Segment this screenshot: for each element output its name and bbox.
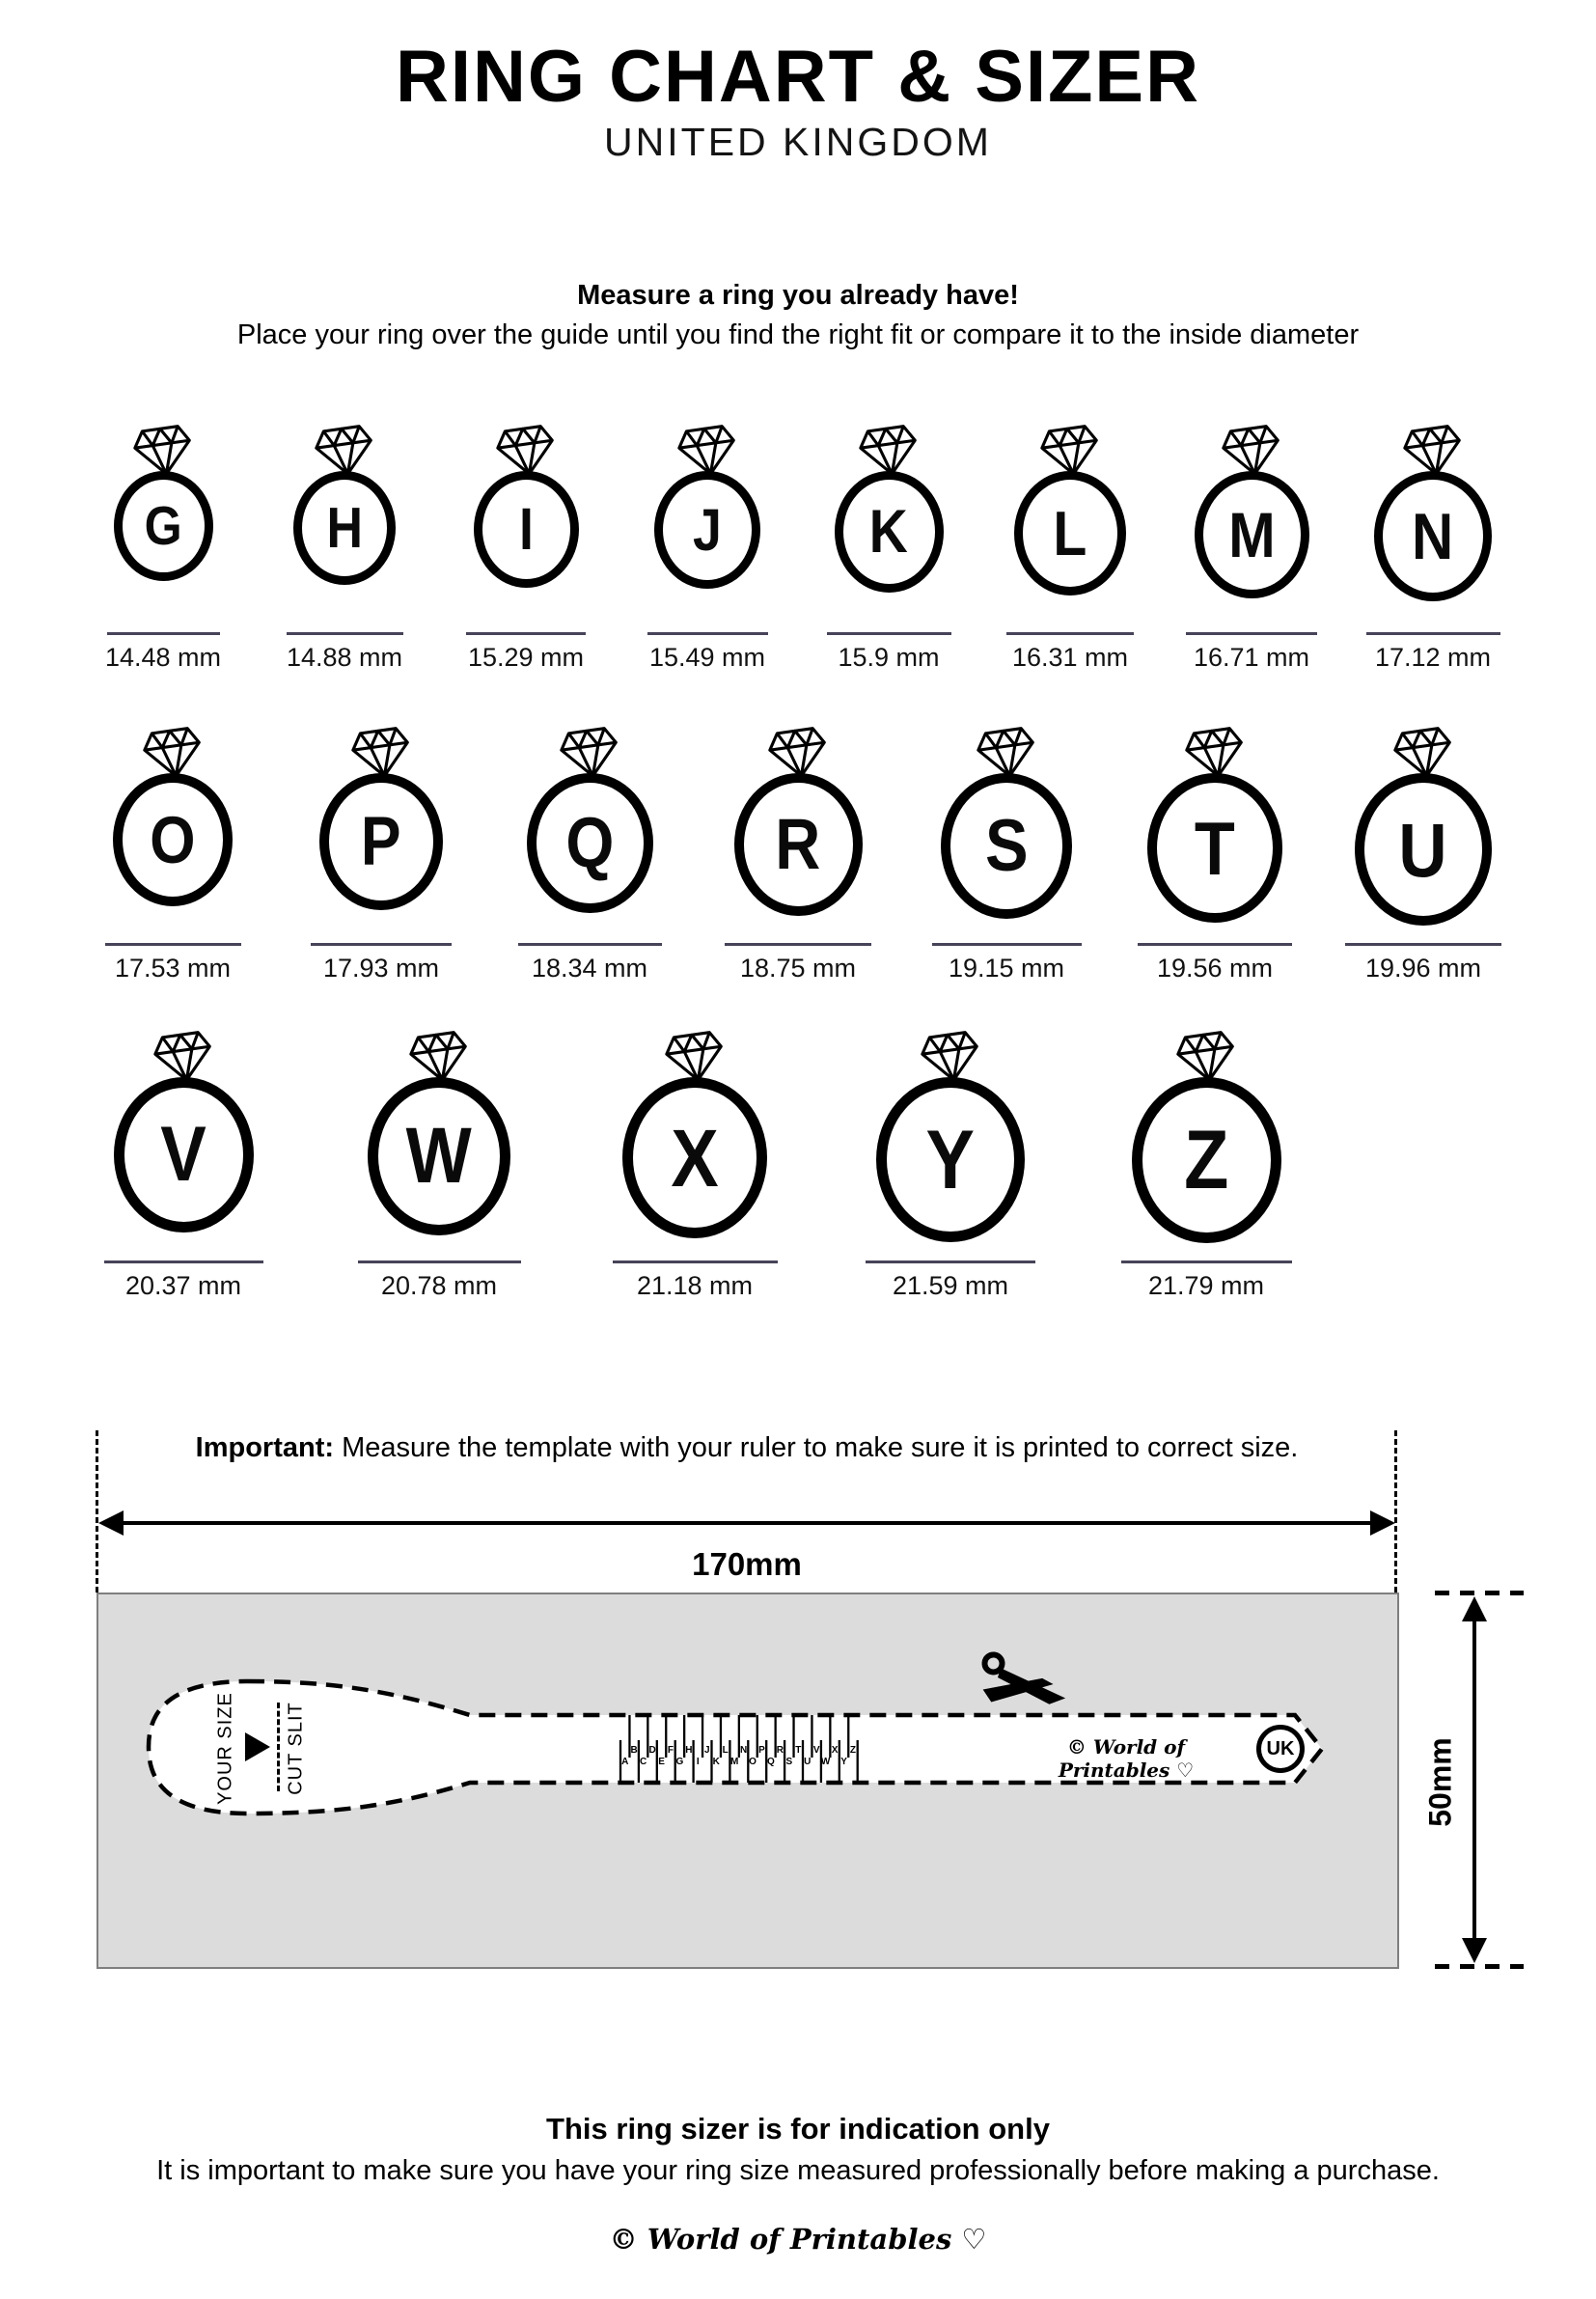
svg-text:T: T — [795, 1745, 802, 1757]
height-arrow-bottom-head — [1462, 1938, 1487, 1963]
svg-text:R: R — [776, 1745, 784, 1757]
diamond-icon — [1181, 722, 1248, 784]
ring-band — [622, 1077, 767, 1238]
important-note — [96, 1432, 1397, 1464]
ring-diameter-value: 15.49 mm — [648, 643, 766, 673]
ring-size-underline — [311, 943, 452, 946]
svg-text:U: U — [804, 1757, 812, 1768]
svg-text:Q: Q — [767, 1757, 775, 1768]
ring-size-item — [835, 1030, 1066, 1301]
diamond-icon — [556, 722, 622, 784]
ring-diameter-value: 14.48 mm — [104, 643, 222, 673]
ring-diameter-value: 16.31 mm — [1011, 643, 1129, 673]
ring-size-chart — [0, 424, 1596, 1301]
ring-band — [734, 773, 863, 916]
svg-text:Z: Z — [849, 1745, 857, 1757]
diamond-icon — [347, 722, 414, 784]
ring-size-item — [81, 424, 245, 673]
ring-size-item — [910, 726, 1103, 983]
svg-text:C: C — [640, 1757, 647, 1768]
ring-size-underline — [104, 1260, 263, 1263]
diamond-icon — [1399, 420, 1466, 482]
svg-text:B: B — [630, 1745, 638, 1757]
ring-diameter-value: 20.37 mm — [124, 1271, 242, 1301]
ring-size-item — [323, 1030, 555, 1301]
ring-band — [293, 471, 396, 585]
ring-size-row — [0, 1030, 1596, 1301]
ring-diameter-value: 17.93 mm — [322, 954, 440, 983]
size-scale-ruler — [618, 1715, 861, 1783]
ring-diameter-value: 17.12 mm — [1374, 643, 1492, 673]
ring-band — [114, 471, 213, 581]
ring-band — [368, 1077, 510, 1235]
intro-heading: Measure a ring you already have! — [577, 280, 1019, 311]
ring-diameter-value: 19.15 mm — [948, 954, 1065, 983]
ring-size-item — [68, 1030, 299, 1301]
ring-size-underline — [466, 632, 586, 635]
diamond-icon — [917, 1026, 983, 1088]
ring-size-row — [0, 726, 1596, 983]
diamond-icon — [674, 420, 740, 482]
ring-band — [876, 1077, 1025, 1242]
ring-size-letter: J — [693, 496, 722, 563]
ring-size-letter: Z — [1183, 1114, 1229, 1207]
ring-size-letter: N — [1412, 499, 1454, 573]
footer — [0, 2110, 1596, 2258]
diamond-icon — [150, 1026, 216, 1088]
diamond-icon — [1390, 722, 1456, 784]
svg-text:Y: Y — [840, 1757, 847, 1768]
ring-diameter-value: 15.9 mm — [838, 643, 940, 673]
diamond-icon — [129, 420, 196, 482]
page-subtitle: UNITED KINGDOM — [604, 120, 992, 164]
ring-band — [527, 773, 653, 913]
svg-text:M: M — [729, 1757, 739, 1768]
diamond-icon — [1036, 420, 1103, 482]
ring-size-letter: I — [518, 496, 534, 563]
ring-size-item — [1090, 1030, 1322, 1301]
ring-size-letter: R — [775, 804, 821, 885]
svg-text:A: A — [621, 1757, 629, 1768]
ring-size-underline — [1121, 1260, 1292, 1263]
important-text: Measure the template with your ruler to make sure it is printed to correct size. — [334, 1432, 1299, 1464]
ring-size-item — [76, 726, 269, 983]
ring-band — [654, 471, 760, 589]
ring-size-item — [579, 1030, 811, 1301]
svg-text:W: W — [820, 1757, 831, 1768]
ring-size-item — [1118, 726, 1311, 983]
sizer-template-panel — [96, 1593, 1399, 1969]
ring-size-item — [807, 424, 971, 673]
width-arrow — [108, 1521, 1386, 1525]
ring-size-item — [1327, 726, 1520, 983]
diamond-icon — [311, 420, 377, 482]
ring-size-item — [1351, 424, 1515, 673]
uk-region-badge: UK — [1256, 1725, 1305, 1773]
ring-size-underline — [866, 1260, 1035, 1263]
diamond-icon — [661, 1026, 728, 1088]
ring-band — [941, 773, 1072, 919]
your-size-label: YOUR SIZE — [214, 1692, 236, 1806]
ring-size-letter: V — [160, 1111, 206, 1199]
ring-size-underline — [287, 632, 403, 635]
ring-band — [114, 1077, 254, 1233]
svg-text:H: H — [685, 1745, 693, 1757]
ring-diameter-value: 18.34 mm — [531, 954, 648, 983]
ring-size-underline — [1366, 632, 1500, 635]
diamond-icon — [973, 722, 1039, 784]
ring-size-underline — [1345, 943, 1501, 946]
ring-size-underline — [647, 632, 768, 635]
svg-text:G: G — [675, 1757, 684, 1768]
svg-text:K: K — [712, 1757, 720, 1768]
ring-size-item — [285, 726, 478, 983]
ring-diameter-value: 19.56 mm — [1156, 954, 1274, 983]
world-of-printables-logo: © World of Printables ♡ — [609, 2223, 987, 2257]
ring-diameter-value: 20.78 mm — [380, 1271, 498, 1301]
diamond-icon — [855, 420, 922, 482]
svg-text:L: L — [722, 1745, 729, 1757]
ring-size-letter: X — [671, 1112, 719, 1204]
ring-size-letter: H — [326, 495, 363, 560]
ring-size-underline — [932, 943, 1082, 946]
ring-size-underline — [1006, 632, 1134, 635]
ring-band — [113, 773, 233, 906]
intro-line: Place your ring over the guide until you find the right fit or compare it to the inside diameter — [236, 319, 1360, 351]
page-title: RING CHART & SIZER — [396, 36, 1200, 118]
cut-slit-dashed-line — [277, 1703, 280, 1791]
ring-diameter-value: 17.53 mm — [114, 954, 232, 983]
ring-size-row — [0, 424, 1596, 673]
size-pointer-triangle-icon — [245, 1732, 270, 1761]
svg-text:I: I — [696, 1757, 700, 1768]
ring-size-item — [262, 424, 427, 673]
ring-size-underline — [1186, 632, 1317, 635]
svg-text:F: F — [667, 1745, 674, 1757]
width-measurement-label: 170mm — [692, 1546, 802, 1583]
ring-diameter-value: 16.71 mm — [1193, 643, 1310, 673]
diamond-icon — [492, 420, 559, 482]
ring-band — [1014, 471, 1126, 596]
ring-diameter-value: 19.96 mm — [1364, 954, 1482, 983]
ring-band — [1195, 471, 1309, 598]
ring-size-item — [493, 726, 686, 983]
ring-size-item — [1169, 424, 1334, 673]
ring-size-letter: Y — [925, 1113, 976, 1206]
width-arrow-right-head — [1370, 1510, 1395, 1536]
height-arrow-top-head — [1462, 1596, 1487, 1621]
ring-band — [1147, 773, 1282, 923]
height-arrow — [1472, 1606, 1476, 1953]
ring-band — [1132, 1077, 1281, 1243]
svg-text:D: D — [648, 1745, 656, 1757]
ring-size-letter: S — [984, 804, 1029, 887]
ring-size-underline — [358, 1260, 521, 1263]
important-label: Important: — [195, 1432, 335, 1464]
ring-size-item — [702, 726, 894, 983]
ring-size-letter: U — [1398, 806, 1448, 893]
svg-text:X: X — [831, 1745, 839, 1757]
ring-band — [835, 471, 944, 593]
scissors-icon — [978, 1648, 1079, 1718]
diamond-icon — [764, 722, 831, 784]
ring-diameter-value: 18.75 mm — [739, 954, 857, 983]
ring-size-underline — [107, 632, 220, 635]
height-guide-bottom-dashes — [1435, 1964, 1524, 1969]
svg-text:P: P — [758, 1745, 765, 1757]
ring-diameter-value: 15.29 mm — [467, 643, 585, 673]
svg-text:E: E — [658, 1757, 665, 1768]
diamond-icon — [139, 722, 206, 784]
ring-size-underline — [105, 943, 241, 946]
ring-size-letter: Q — [565, 804, 614, 883]
diamond-icon — [1172, 1026, 1239, 1088]
ring-band — [319, 773, 443, 910]
ring-size-underline — [613, 1260, 778, 1263]
height-guide-top-dashes — [1435, 1591, 1524, 1595]
intro-block — [0, 277, 1596, 354]
ring-size-letter: K — [868, 497, 909, 566]
ring-size-letter: P — [361, 803, 401, 880]
ring-size-underline — [827, 632, 951, 635]
height-measurement-label: 50mm — [1422, 1737, 1458, 1828]
svg-text:V: V — [812, 1745, 820, 1757]
diamond-icon — [405, 1026, 472, 1088]
ring-size-item — [444, 424, 608, 673]
ring-band — [1374, 471, 1492, 601]
ring-size-letter: L — [1053, 498, 1087, 569]
footer-heading: This ring sizer is for indication only — [546, 2112, 1050, 2147]
footer-line: It is important to make sure you have your ring size measured professionally before making a purchase. — [156, 2154, 1440, 2186]
ring-diameter-value: 14.88 mm — [286, 643, 403, 673]
ring-size-letter: G — [144, 494, 182, 557]
ring-diameter-value: 21.59 mm — [892, 1271, 1009, 1301]
svg-text:S: S — [785, 1757, 793, 1768]
cut-slit-label: CUT SLIT — [285, 1702, 307, 1796]
ring-size-underline — [518, 943, 662, 946]
ring-size-underline — [725, 943, 871, 946]
brand-signature: © World of Printables ♡ — [1058, 1735, 1195, 1783]
ring-size-letter: W — [405, 1112, 473, 1201]
svg-text:N: N — [739, 1745, 748, 1757]
ring-size-letter: O — [150, 802, 196, 877]
ring-size-item — [625, 424, 789, 673]
sizer-section — [0, 1428, 1596, 1986]
width-arrow-left-head — [98, 1510, 124, 1536]
ring-band — [474, 471, 579, 588]
ring-band — [1355, 773, 1492, 926]
ring-diameter-value: 21.79 mm — [1147, 1271, 1265, 1301]
ring-size-underline — [1138, 943, 1292, 946]
svg-text:J: J — [703, 1745, 710, 1757]
svg-text:O: O — [749, 1757, 757, 1768]
ring-diameter-value: 21.18 mm — [636, 1271, 754, 1301]
ring-size-item — [988, 424, 1152, 673]
diamond-icon — [1218, 420, 1284, 482]
ring-size-letter: M — [1227, 499, 1276, 571]
ring-size-letter: T — [1195, 805, 1235, 891]
